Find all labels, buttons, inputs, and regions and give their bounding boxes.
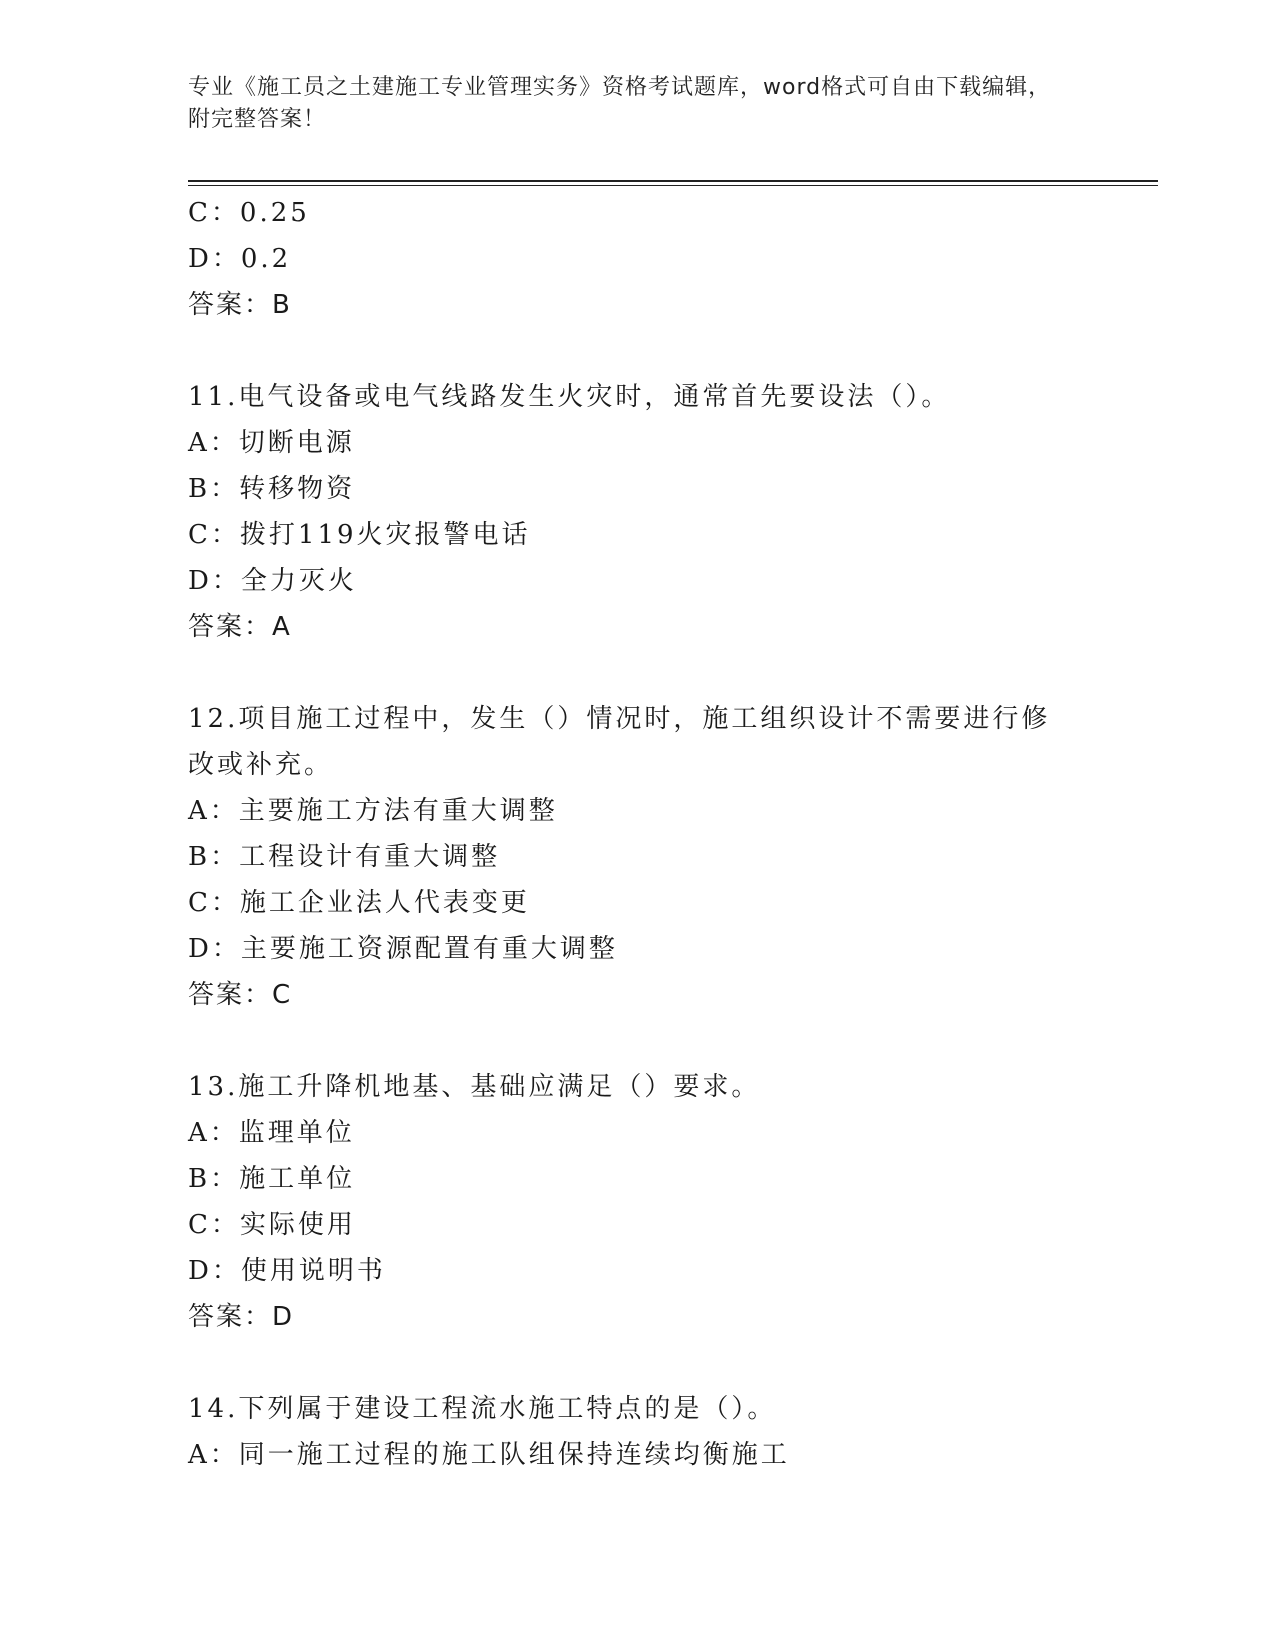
- option-label: C: [188, 1210, 211, 1240]
- header-rule-thick: [188, 180, 1158, 182]
- option-text: 0.2: [240, 244, 292, 274]
- option-text: 监理单位: [238, 1118, 355, 1148]
- option-text: 施工单位: [239, 1164, 356, 1194]
- header-rule-thin: [188, 185, 1158, 186]
- option-label: D: [188, 1256, 212, 1286]
- option-text: 主要施工资源配置有重大调整: [240, 934, 618, 964]
- option-label: A: [188, 796, 210, 826]
- option-line: C：实际使用: [188, 1210, 356, 1240]
- previous-question-tail: [188, 190, 1088, 328]
- question-stem: 12.项目施工过程中，发生（）情况时，施工组织设计不需要进行修改或补充。: [188, 704, 1051, 780]
- option-line: B：工程设计有重大调整: [188, 842, 501, 872]
- option-label: C: [188, 520, 211, 550]
- option-line: D：全力灭火: [188, 566, 357, 596]
- spacer: [188, 1018, 1088, 1064]
- option-label: B: [188, 842, 211, 872]
- option-line: C：拨打119火灾报警电话: [188, 520, 531, 550]
- option-label: D: [188, 566, 212, 596]
- option-label: A: [188, 1440, 210, 1470]
- option-label: C: [188, 888, 211, 918]
- option-label: B: [188, 1164, 211, 1194]
- option-text: 主要施工方法有重大调整: [238, 796, 558, 826]
- answer-line: 答案：C: [188, 980, 293, 1010]
- answer-line: 答案：A: [188, 612, 292, 642]
- option-text: 转移物资: [239, 474, 356, 504]
- option-line: C：施工企业法人代表变更: [188, 888, 530, 918]
- option-label: A: [188, 1118, 210, 1148]
- question-12: [188, 696, 1088, 1018]
- option-text: 使用说明书: [240, 1256, 386, 1286]
- option-label: C: [188, 198, 211, 228]
- option-text: 0.25: [239, 198, 310, 228]
- option-text: 同一施工过程的施工队组保持连续均衡施工: [238, 1440, 790, 1470]
- question-14: [188, 1386, 1088, 1478]
- option-line: B：转移物资: [188, 474, 356, 504]
- question-11: [188, 374, 1088, 650]
- page-header: 专业《施工员之土建施工专业管理实务》资格考试题库，word格式可自由下载编辑，附完整答案！: [188, 75, 1052, 132]
- option-line: B：施工单位: [188, 1164, 356, 1194]
- spacer: [188, 328, 1088, 374]
- spacer: [188, 650, 1088, 696]
- option-line: A：主要施工方法有重大调整: [188, 796, 558, 826]
- question-stem: 13.施工升降机地基、基础应满足（）要求。: [188, 1072, 761, 1102]
- question-stem: 14.下列属于建设工程流水施工特点的是（）。: [188, 1394, 777, 1424]
- option-line: A：同一施工过程的施工队组保持连续均衡施工: [188, 1440, 790, 1470]
- option-label: D: [188, 934, 212, 964]
- question-stem: 11.电气设备或电气线路发生火灾时，通常首先要设法（）。: [188, 382, 951, 412]
- option-text: 实际使用: [239, 1210, 356, 1240]
- answer-line: 答案：D: [188, 1302, 295, 1332]
- option-line: D：主要施工资源配置有重大调整: [188, 934, 618, 964]
- option-text: 拨打119火灾报警电话: [239, 520, 531, 550]
- option-text: 工程设计有重大调整: [239, 842, 501, 872]
- spacer: [188, 1340, 1088, 1386]
- option-line: C：0.25: [188, 198, 310, 228]
- question-content: [188, 190, 1088, 1478]
- option-line: A：切断电源: [188, 428, 355, 458]
- option-label: D: [188, 244, 212, 274]
- option-text: 全力灭火: [240, 566, 357, 596]
- answer-line: 答案：B: [188, 290, 292, 320]
- option-label: A: [188, 428, 210, 458]
- option-line: D：0.2: [188, 244, 292, 274]
- option-line: A：监理单位: [188, 1118, 355, 1148]
- option-label: B: [188, 474, 211, 504]
- option-text: 切断电源: [238, 428, 355, 458]
- option-line: D：使用说明书: [188, 1256, 386, 1286]
- option-text: 施工企业法人代表变更: [239, 888, 530, 918]
- question-13: [188, 1064, 1088, 1340]
